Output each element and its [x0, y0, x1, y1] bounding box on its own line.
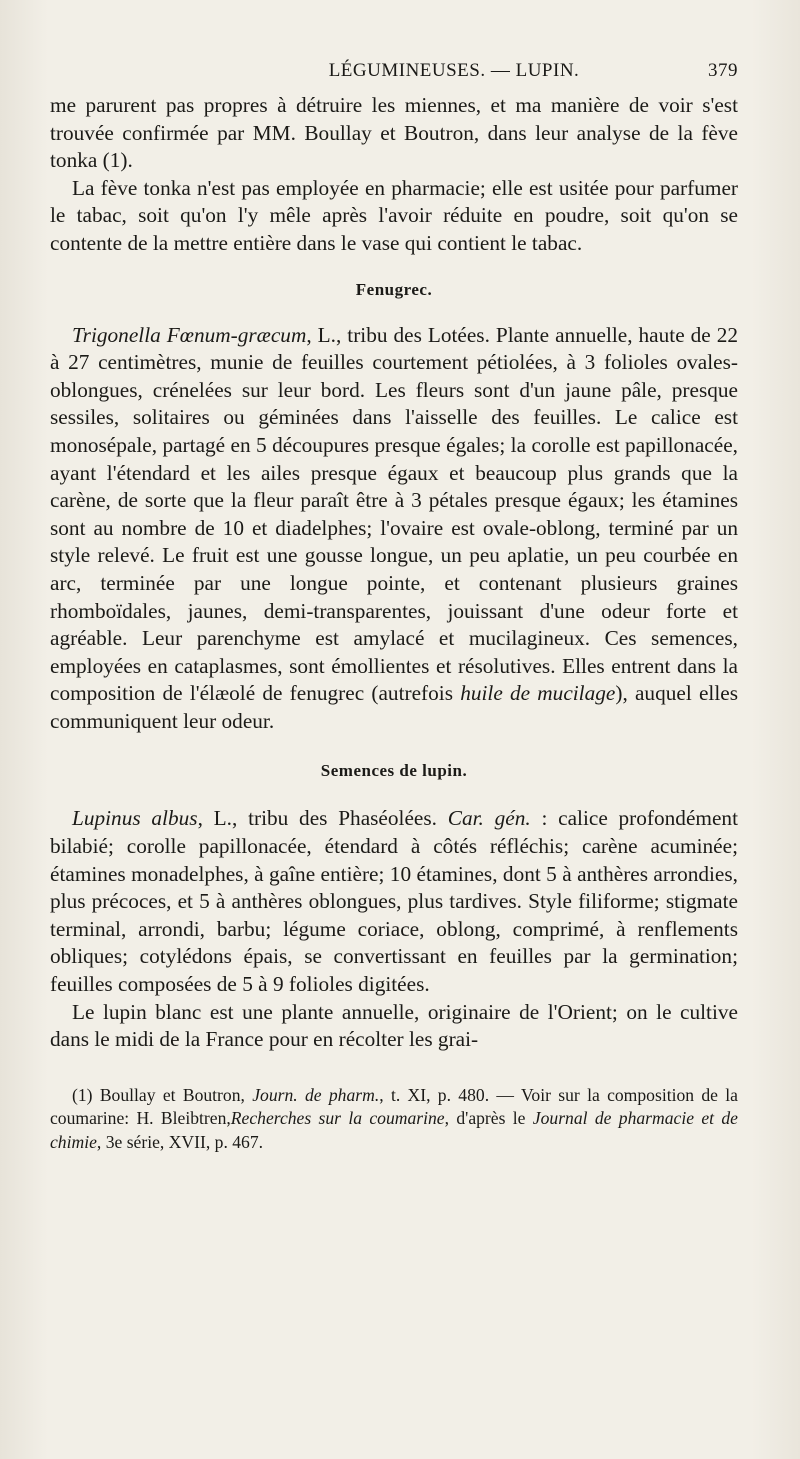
footnote-text-b: , t. XI, p. 480. — Voir sur la composition de la coumarine: H. Bleibtren, — [50, 1084, 738, 1129]
section-heading-fenugrec: Fenugrec. — [355, 279, 433, 299]
footnote-journal-pharm: Journ. de pharm. — [252, 1084, 380, 1105]
species-name-lupinus: Lupinus albus — [72, 806, 198, 831]
fenugrec-text-start: , L., tribu des Lotées. Plante annuelle, haute de 22 à 27 centimètres, munie de feuilles courtement pétiolées, à 3 folioles ovales-oblongues, crénelées sur leur bord. Les fleurs sont d'un jaune pâle, presque sessiles, solitaires ou géminées dans l'aisselle des feuilles. Le calice est monosépale, partagé en 5 découpures presque égales; la corolle est papillonacée, ayant l'étendard et les ailes presque égaux et beaucoup plus grands que la carène, de sorte que la fleur paraît être à 3 pétales presque égaux; les étamines sont au nombre de 10 et diadelphes; l'ovaire est ovale-oblong, terminé par un style relevé. Le fruit est une gousse longue, un peu aplatie, un peu courbée en arc, terminée par une longue pointe, et contenant plusieurs graines rhomboïdales, jaunes, demi-transparentes, jouissant d'une odeur forte et agréable. Leur parenchyme est amylacé et mucilagineux. Ces semences, employées en cataplasmes, sont émollientes et résolutives. Elles entrent dans la composition de l'élæolé de fenugrec (autrefois — [50, 322, 738, 706]
paragraph-tonka-1: me parurent pas propres à détruire les miennes, et ma manière de voir s'est trouvée confirmée par MM. Boullay et Boutron, dans leur analyse de la fève tonka (1). — [50, 93, 738, 173]
fenugrec-text-end: ), auquel elles communiquent leur odeur. — [50, 681, 738, 733]
footnote-journal-pharmacie-chimie: Journal de pharmacie et de chimie — [50, 1108, 738, 1152]
species-name-trigonella: Trigonella Fœnum-græcum — [72, 322, 307, 347]
paragraph-lupin-description — [50, 805, 738, 998]
section-heading-lupin: Semences de lupin. — [320, 761, 468, 781]
italic-car-gen: Car. gén. — [447, 806, 531, 831]
footnote-text-c: , d'après le — [444, 1108, 533, 1129]
italic-huile-de-mucilage: huile de mucilage — [460, 681, 616, 706]
lupin-text-b: : calice profondément bilabié; corolle papillonacée, étendard à côtés réfléchis; carène acuminée; étamines monadelphes, à gaîne entière; 10 étamines, dont 5 à anthères arrondies, plus précoces, et 5 à anthères oblongues, plus tardives. Style filiforme; stigmate terminal, arrondi, barbu; légume coriace, oblong, comprimé, à renflements obliques; cotylédons épais, se convertissant en feuilles par la germination; feuilles composées de 5 à 9 folioles digitées. — [50, 806, 738, 997]
paragraph-fenugrec — [50, 322, 738, 736]
lupin-text-a: , L., tribu des Phaséolées. — [197, 806, 448, 831]
paragraph-tonka-2: La fève tonka n'est pas employée en pharmacie; elle est usitée pour parfumer le tabac, soit qu'on l'y mêle après l'avoir réduite en poudre, soit qu'on se contente de la mettre entière dans le vase qui contient le tabac. — [50, 175, 738, 255]
running-head — [50, 60, 738, 82]
footnote-recherches-title: Recherches sur la coumarine — [230, 1108, 445, 1129]
footnote-1 — [50, 1084, 738, 1155]
page-number: 379 — [708, 60, 738, 81]
footnote-text-d: , 3e série, XVII, p. 467. — [96, 1131, 264, 1152]
running-head-title: LÉGUMINEUSES. — LUPIN. — [328, 60, 580, 81]
paragraph-lupin-blanc: Le lupin blanc est une plante annuelle, originaire de l'Orient; on le cultive dans le midi de la France pour en récolter les grai- — [50, 999, 738, 1052]
footnote-text-a: (1) Boullay et Boutron, — [72, 1084, 253, 1105]
